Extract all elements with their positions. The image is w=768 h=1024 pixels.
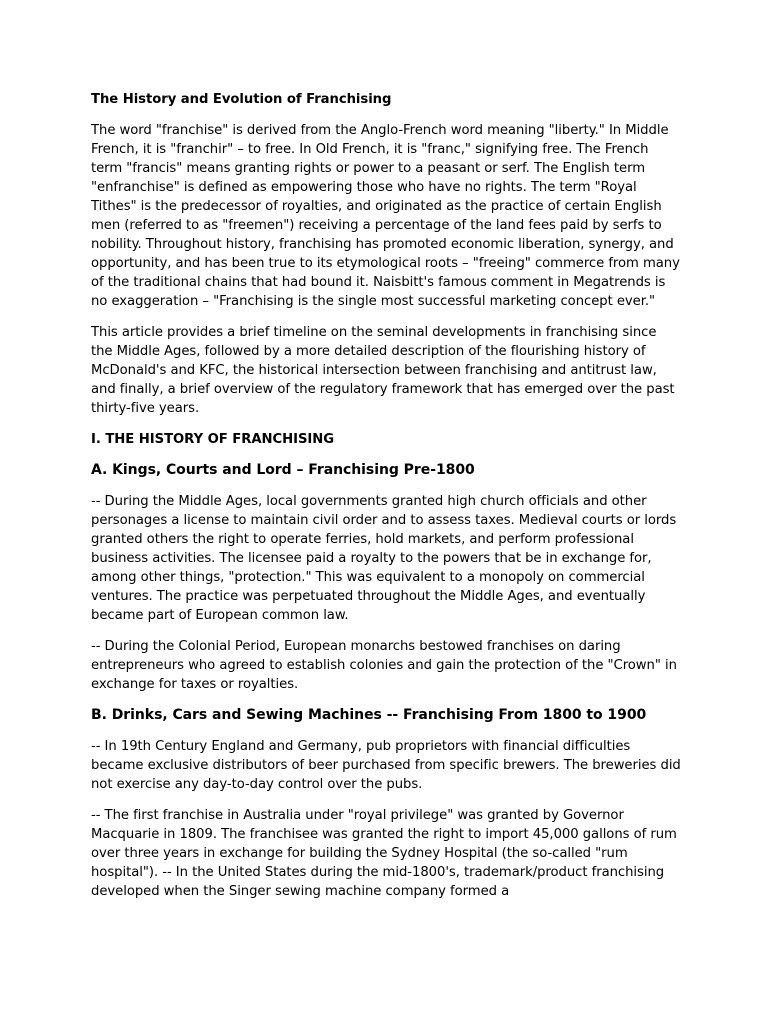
paragraph-australia-singer: -- The first franchise in Australia under "royal privilege" was granted by Governor Macquarie in 1809. The franchisee was granted the right to import 45,000 gallons of rum over three years in exchange for building the Sydney Hospital (the so-called "rum hospital"). -- In the United States during the mid-1800's, trademark/product franchising developed when the Singer sewing machine company formed a — [91, 808, 677, 899]
document-title: The History and Evolution of Franchising — [91, 92, 392, 107]
paragraph-article-overview: This article provides a brief timeline on the seminal developments in franchising since the Middle Ages, followed by a more detailed description of the flourishing history of McDonald's and KFC, the historical intersection between franchising and antitrust law, and finally, a brief overview of the regulatory framework that has emerged over the past thirty-five years. — [91, 325, 675, 416]
paragraph-etymology: The word "franchise" is derived from the Anglo-French word meaning "liberty." In Middle French, it is "franchir" – to free. In Old French, it is "franc," signifying free. The French term "francis" means granting rights or power to a peasant or serf. The English term "enfranchise" is defined as empowering those who have no rights. The term "Royal Tithes" is the predecessor of royalties, and originated as the practice of certain English men (referred to as "freemen") receiving a percentage of the land fees paid by serfs to nobility. Throughout history, franchising has promoted economic liberation, synergy, and opportunity, and has been true to its etymological roots – "freeing" commerce from many of the traditional chains that had bound it. Naisbitt's famous comment in Megatrends is no exaggeration – "Franchising is the single most successful marketing concept ever." — [91, 123, 680, 309]
document-body — [91, 90, 681, 913]
paragraph-middle-ages: -- During the Middle Ages, local governments granted high church officials and other personages a license to maintain civil order and to assess taxes. Medieval courts or lords granted others the right to operate ferries, hold markets, and perform professional business activities. The licensee paid a royalty to the powers that be in exchange for, among other things, "protection." This was equivalent to a monopoly on commercial ventures. The practice was perpetuated throughout the Middle Ages, and eventually became part of European common law. — [91, 494, 677, 623]
paragraph-colonial-period: -- During the Colonial Period, European monarchs bestowed franchises on daring entrepreneurs who agreed to establish colonies and gain the protection of the "Crown" in exchange for taxes or royalties. — [91, 639, 677, 692]
subsection-heading-b: B. Drinks, Cars and Sewing Machines -- Franchising From 1800 to 1900 — [91, 707, 647, 723]
paragraph-pub-proprietors: -- In 19th Century England and Germany, pub proprietors with financial difficulties became exclusive distributors of beer purchased from specific brewers. The breweries did not exercise any day-to-day control over the pubs. — [91, 739, 681, 792]
section-heading: I. THE HISTORY OF FRANCHISING — [91, 432, 335, 447]
subsection-heading-a: A. Kings, Courts and Lord – Franchising Pre-1800 — [91, 462, 475, 478]
